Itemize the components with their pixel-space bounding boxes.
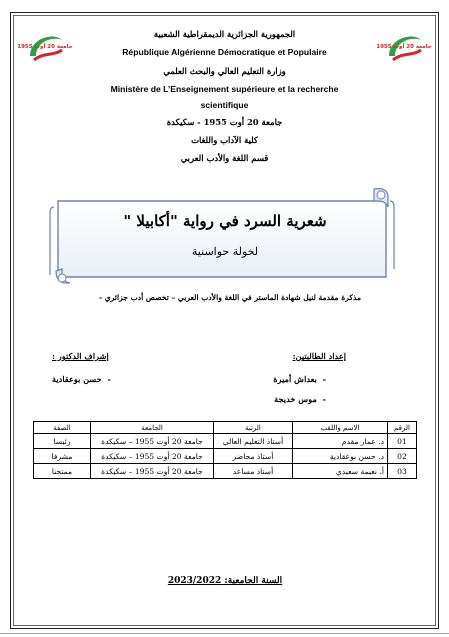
col-number: الرقم (388, 422, 417, 434)
students-heading: إعداد الطالبتين: (292, 351, 346, 361)
thesis-title: شعرية السرد في رواية "أكابيلا " (123, 212, 327, 230)
cell-name: أ. نعيمة سعيدي (293, 464, 388, 479)
student-name-2: - موس خديجة (274, 394, 326, 404)
bottom-rule (0, 633, 449, 634)
col-rank: الرتبة (214, 422, 293, 434)
cell-name: د. حسن بوعقادية (293, 449, 388, 464)
supervisor-name-text: حسن بوعقادية (52, 374, 102, 384)
supervisor-name: - حسن بوعقادية (52, 374, 111, 384)
ministry-arabic: وزارة التعليم العالي والبحث العلمي (163, 66, 286, 76)
table-row (34, 449, 417, 464)
col-name: الاسم واللقب (293, 422, 388, 434)
logo-left-label: جامعة 20 أوت 1955 (17, 44, 73, 50)
supervisor-heading: إشراف الدكتور : (52, 351, 109, 361)
ministry-french-line-2: scientifique (200, 100, 249, 110)
table-row (34, 464, 417, 479)
republic-french: République Algérienne Démocratique et Populaire (122, 47, 327, 57)
novel-author: لخولة حواسنية (191, 245, 259, 258)
col-university: الجامعة (91, 422, 214, 434)
student-name-1-text: بعداش أميرة (273, 374, 317, 384)
jury-header-row (34, 422, 417, 434)
cell-role: رئيسا (34, 434, 91, 449)
university-name: جامعة 20 أوت 1955 - سكيكدة (166, 117, 283, 127)
jury-table (33, 421, 417, 479)
university-logo-right (376, 26, 432, 68)
cell-university: جامعة 20 أوت 1955 – سكيكدة (91, 464, 214, 479)
faculty-name: كلية الآداب واللغات (191, 135, 258, 145)
cell-rank: أستاذ محاضر (214, 449, 293, 464)
student-name-2-text: موس خديجة (274, 394, 317, 404)
memo-description: مذكرة مقدمة لنيل شهادة الماستر في اللغة والأدب العربي – تخصص أدب جزائري - (98, 293, 362, 302)
col-role: الصفة (34, 422, 91, 434)
republic-arabic: الجمهورية الجزائرية الديمقراطية الشعبية (153, 29, 296, 39)
cell-role: ممتحنا (34, 464, 91, 479)
logo-right-label: جامعة 20 أوت 1955 (376, 44, 432, 50)
cell-university: جامعة 20 أوت 1955 – سكيكدة (91, 449, 214, 464)
cell-role: مشرفا (34, 449, 91, 464)
cell-number: 01 (388, 434, 417, 449)
table-row (34, 434, 417, 449)
cell-number: 02 (388, 449, 417, 464)
cell-number: 03 (388, 464, 417, 479)
ministry-french-line-1: Ministère de L’Enseignement supérieure et la recherche (110, 84, 339, 94)
cell-name: د. عمار مقدم (293, 434, 388, 449)
cell-rank: أستاذ مساعد (214, 464, 293, 479)
title-scroll-banner (44, 183, 400, 289)
student-name-1: - بعداش أميرة (273, 374, 326, 384)
academic-year: السنة الجامعية: 2023/2022 (167, 576, 283, 586)
cell-university: جامعة 20 أوت 1955 – سكيكدة (91, 434, 214, 449)
department-name: قسم اللغة والأدب العربي (180, 153, 269, 163)
cell-rank: أستاذ التعليم العالي (214, 434, 293, 449)
